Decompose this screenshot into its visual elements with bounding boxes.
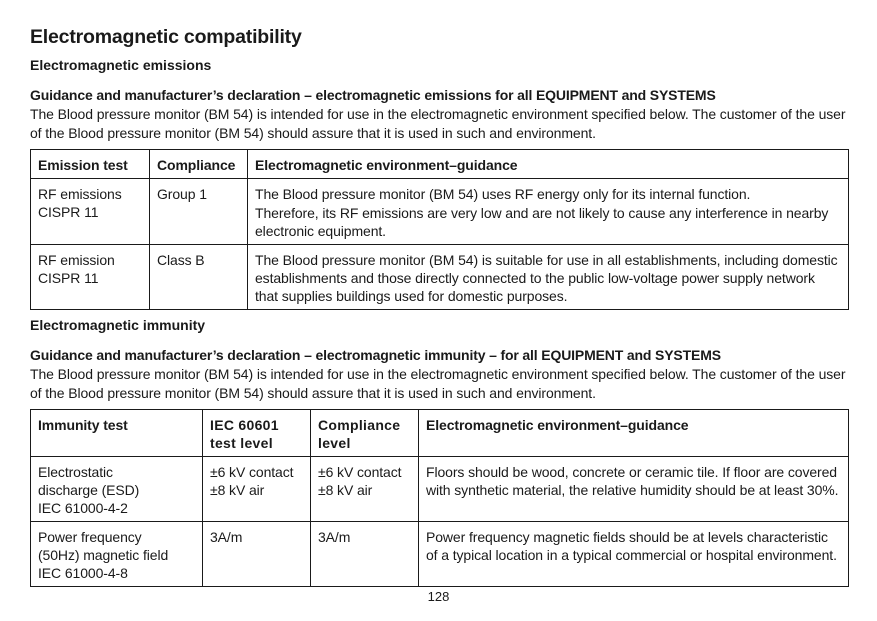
page-number: 128: [427, 589, 450, 604]
header-compliance: Compliance: [150, 150, 248, 179]
emissions-intro: The Blood pressure monitor (BM 54) is intended for use in the electromagnetic environment specified below. The customer of the user of the Blood pressure monitor (BM 54) should assure that it is used in such and environment.: [30, 106, 846, 141]
header-test-level: IEC 60601 test level: [203, 410, 311, 457]
guidance-cell: Power frequency magnetic fields should be at levels characteristic of a typical location in a typical commercial or hospital environment.: [419, 522, 849, 587]
compliance-level-cell: [311, 457, 419, 522]
cell-line: ±6 kV contact: [318, 464, 402, 480]
cell-line: ±8 kV air: [318, 482, 373, 498]
cell-line: The Blood pressure monitor (BM 54) uses RF energy only for its internal function.: [255, 186, 751, 202]
cell-line: (50Hz) magnetic field: [38, 547, 169, 563]
emission-test-cell: [31, 179, 150, 245]
emissions-guidance-heading: Guidance and manufacturer’s declaration – electromagnetic emissions for all EQUIPMENT and SYSTEMS: [30, 87, 716, 103]
header-environment-guidance: Electromagnetic environment–guidance: [419, 410, 849, 457]
guidance-cell: [248, 245, 849, 310]
emissions-header-row: [31, 150, 849, 179]
emission-test-cell: [31, 245, 150, 310]
compliance-cell: Group 1: [150, 179, 248, 245]
cell-line: IEC 61000-4-2: [38, 500, 128, 516]
cell-line: CISPR 11: [38, 270, 99, 286]
cell-line: ±8 kV air: [210, 482, 265, 498]
table-row: [31, 522, 849, 587]
manual-page: [30, 24, 848, 587]
table-row: [31, 457, 849, 522]
header-compliance-level: Compliance level: [311, 410, 419, 457]
cell-line: Power frequency: [38, 529, 142, 545]
test-level-cell: [203, 522, 311, 587]
page-title: Electromagnetic compatibility: [30, 26, 302, 48]
compliance-cell: Class B: [150, 245, 248, 310]
table-row: [31, 179, 849, 245]
header-immunity-test: Immunity test: [31, 410, 203, 457]
immunity-test-cell: [31, 457, 203, 522]
header-emission-test: Emission test: [31, 150, 150, 179]
immunity-test-cell: [31, 522, 203, 587]
immunity-table: [30, 409, 849, 587]
cell-line: Electrostatic: [38, 464, 113, 480]
immunity-intro: The Blood pressure monitor (BM 54) is intended for use in the electromagnetic environment specified below. The customer of the user of the Blood pressure monitor (BM 54) should assure that it is used in such and environment.: [30, 366, 846, 401]
cell-line: discharge (ESD): [38, 482, 140, 498]
table-row: [31, 245, 849, 310]
cell-line: RF emissions: [38, 186, 122, 202]
guidance-cell: [248, 179, 849, 245]
cell-line: CISPR 11: [38, 204, 99, 220]
emissions-heading: Electromagnetic emissions: [30, 57, 212, 73]
immunity-header-row: [31, 410, 849, 457]
immunity-heading: Electromagnetic immunity: [30, 317, 206, 333]
guidance-cell: Floors should be wood, concrete or ceramic tile. If floor are covered with synthetic material, the relative humidity should be at least 30%.: [419, 457, 849, 522]
cell-line: IEC 61000-4-8: [38, 565, 128, 581]
compliance-level-cell: [311, 522, 419, 587]
cell-line: Therefore, its RF emissions are very low and are not likely to cause any interference in nearby electronic equipment.: [255, 205, 829, 239]
header-environment-guidance: Electromagnetic environment–guidance: [248, 150, 849, 179]
emissions-table: [30, 149, 849, 310]
cell-line: 3A/m: [318, 529, 351, 545]
cell-line: RF emission: [38, 252, 115, 268]
test-level-cell: [203, 457, 311, 522]
immunity-guidance-heading: Guidance and manufacturer’s declaration – electromagnetic immunity – for all EQUIPMENT and SYSTEMS: [30, 347, 721, 363]
cell-line: 3A/m: [210, 529, 243, 545]
cell-line: ±6 kV contact: [210, 464, 294, 480]
cell-line: The Blood pressure monitor (BM 54) is suitable for use in all establishments, including domestic establishments and those directly connected to the public low-voltage power supply network that supplies buildings used for domestic purposes.: [255, 252, 838, 304]
